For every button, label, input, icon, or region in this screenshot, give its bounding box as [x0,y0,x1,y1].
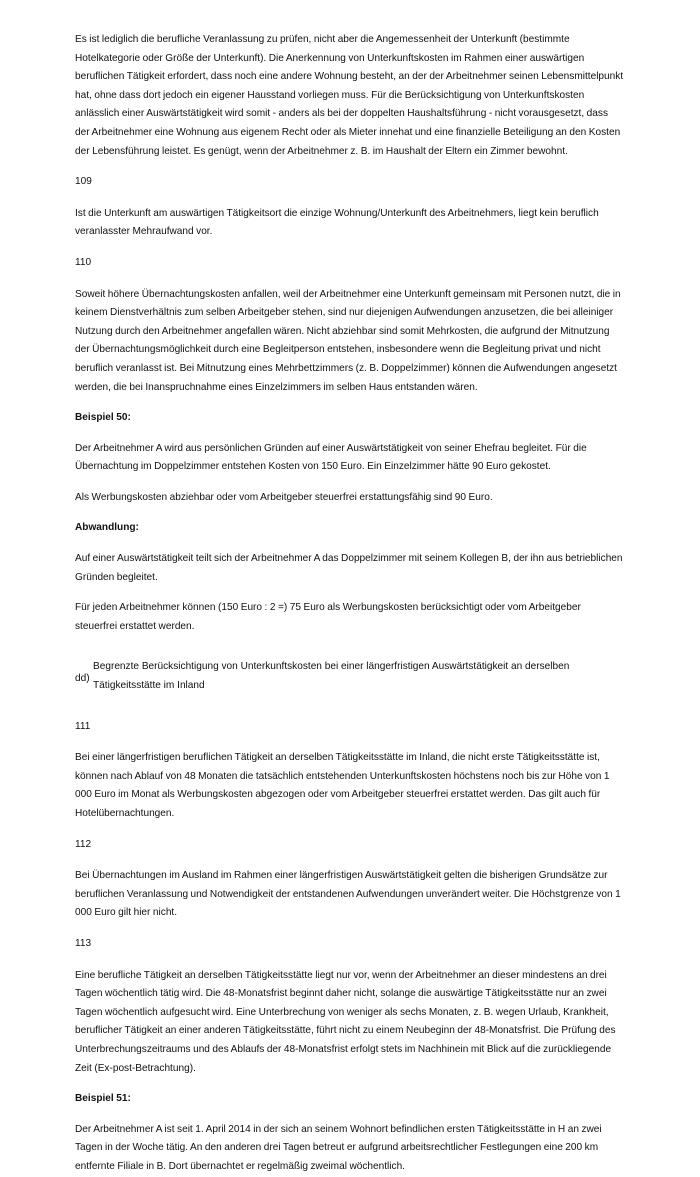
example-50-result: Als Werbungskosten abziehbar oder vom Arbeitgeber steuerfrei erstattungsfähig sind 90 Euro. [75,491,493,503]
paragraph-intro: Es ist lediglich die berufliche Veranlassung zu prüfen, nicht aber die Angemessenheit der Unterkunft (bestimmte Hotelkategorie oder Größe der Unterkunft). Die Anerkennung von Unterkunftskosten im Rahmen einer auswärtigen beruflichen Tätigkeit erfordert, dass noch eine andere Wohnung besteht, an der der Arbeitnehmer seinen Lebensmittelpunkt hat, ohne dass dort jedoch ein eigener Hausstand vorliegen muss. Für die Berücksichtigung von Unterkunftskosten anlässlich einer Auswärtstätigkeit wird somit - anders als bei der doppelten Haushaltsführung - nicht vorausgesetzt, dass der Arbeitnehmer eine Wohnung aus eigenem Recht oder als Mieter innehat und eine finanzielle Beteiligung an den Kosten der Lebensführung leistet. Es genügt, wenn der Arbeitnehmer z. B. im Haushalt der Eltern ein Zimmer bewohnt. [75,34,624,157]
margin-number-113: 113 [75,937,92,949]
paragraph-112: Bei Übernachtungen im Ausland im Rahmen einer längerfristigen Auswärtstätigkeit gelten die bisherigen Grundsätze zur beruflichen Veranlassung und Notwendigkeit der entstandenen Aufwendungen unverändert weiter. Die Höchstgrenze von 1 000 Euro gilt hier nicht. [75,870,621,919]
margin-number-109: 109 [75,176,92,188]
variation-result: Für jeden Arbeitnehmer können (150 Euro : 2 =) 75 Euro als Werbungskosten berücksichtigt oder vom Arbeitgeber steuerfrei erstattet werden. [75,602,581,632]
variation-text: Auf einer Auswärtstätigkeit teilt sich der Arbeitnehmer A das Doppelzimmer mit seinem Kollegen B, der ihn aus betrieblichen Gründen begleitet. [75,553,623,583]
margin-number-111: 111 [75,720,91,732]
paragraph-113: Eine berufliche Tätigkeit an derselben Tätigkeitsstätte liegt nur vor, wenn der Arbeitnehmer an dieser mindestens an drei Tagen wöchentlich tätig wird. Die 48-Monatsfrist beginnt daher nicht, solange die auswärtige Tätigkeitsstätte nur an zwei Tagen wöchentlich aufgesucht wird. Eine Unterbrechung von weniger als sechs Monaten, z. B. wegen Urlaub, Krankheit, beruflicher Tätigkeit an einer anderen Tätigkeitsstätte, führt nicht zu einem Neubeginn der 48-Monatsfrist. Die Prüfung des Unterbrechungszeitraums und des Ablaufs der 48-Monatsfrist erfolgt stets im Nachhinein mit Blick auf die zurückliegende Zeit (Ex-post-Betrachtung). [75,969,616,1074]
paragraph-111: Bei einer längerfristigen beruflichen Tätigkeit an derselben Tätigkeitsstätte im Inland, die nicht erste Tätigkeitsstätte ist, können nach Ablauf von 48 Monaten die tatsächlich entstehenden Unterkunftskosten höchstens noch bis zur Höhe von 1 000 Euro im Monat als Werbungskosten abgezogen oder vom Arbeitgeber steuerfrei erstattet werden. Das gilt auch für Hotelübernachtungen. [75,752,610,819]
example-51-heading: Beispiel 51: [75,1093,131,1105]
margin-number-112: 112 [75,838,92,850]
example-50-heading: Beispiel 50: [75,412,131,424]
variation-heading: Abwandlung: [75,522,139,534]
section-dd-marker: dd) [75,672,90,684]
paragraph-110: Soweit höhere Übernachtungskosten anfallen, weil der Arbeitnehmer eine Unterkunft gemeinsam mit Personen nutzt, die in keinem Dienstverhältnis zum selben Arbeitgeber stehen, sind nur diejenigen Aufwendungen anzusetzen, die bei alleiniger Nutzung durch den Arbeitnehmer angefallen wären. Nicht abziehbar sind somit Mehrkosten, die aufgrund der Mitnutzung der Übernachtungsmöglichkeit durch eine Begleitperson entstehen, insbesondere wenn die Begleitung privat und nicht beruflich veranlasst ist. Bei Mitnutzung eines Mehrbettzimmers (z. B. Doppelzimmer) können die Aufwendungen angesetzt werden, die bei Inanspruchnahme eines Einzelzimmers im selben Haus entstanden wären. [75,288,621,393]
section-dd [75,658,625,695]
example-50-text: Der Arbeitnehmer A wird aus persönlichen Gründen auf einer Auswärtstätigkeit von seiner Ehefrau begleitet. Für die Übernachtung im Doppelzimmer entstehen Kosten von 150 Euro. Ein Einzelzimmer hätte 90 Euro gekostet. [75,442,587,473]
example-51-text: Der Arbeitnehmer A ist seit 1. April 2014 in der sich an seinem Wohnort befindlichen ersten Tätigkeitsstätte in H an zwei Tagen in der Woche tätig. An den anderen drei Tagen betreut er aufgrund arbeitsrechtlicher Festlegungen eine 200 km entfernte Filiale in B. Dort übernachtet er regelmäßig zweimal wöchentlich. [75,1123,602,1172]
paragraph-109: Ist die Unterkunft am auswärtigen Tätigkeitsort die einzige Wohnung/Unterkunft des Arbeitnehmers, liegt kein beruflich veranlasster Mehraufwand vor. [75,207,599,238]
section-dd-title: Begrenzte Berücksichtigung von Unterkunftskosten bei einer längerfristigen Auswärtstätigkeit an derselben Tätigkeitsstätte im Inland [93,661,570,692]
margin-number-110: 110 [75,256,92,268]
